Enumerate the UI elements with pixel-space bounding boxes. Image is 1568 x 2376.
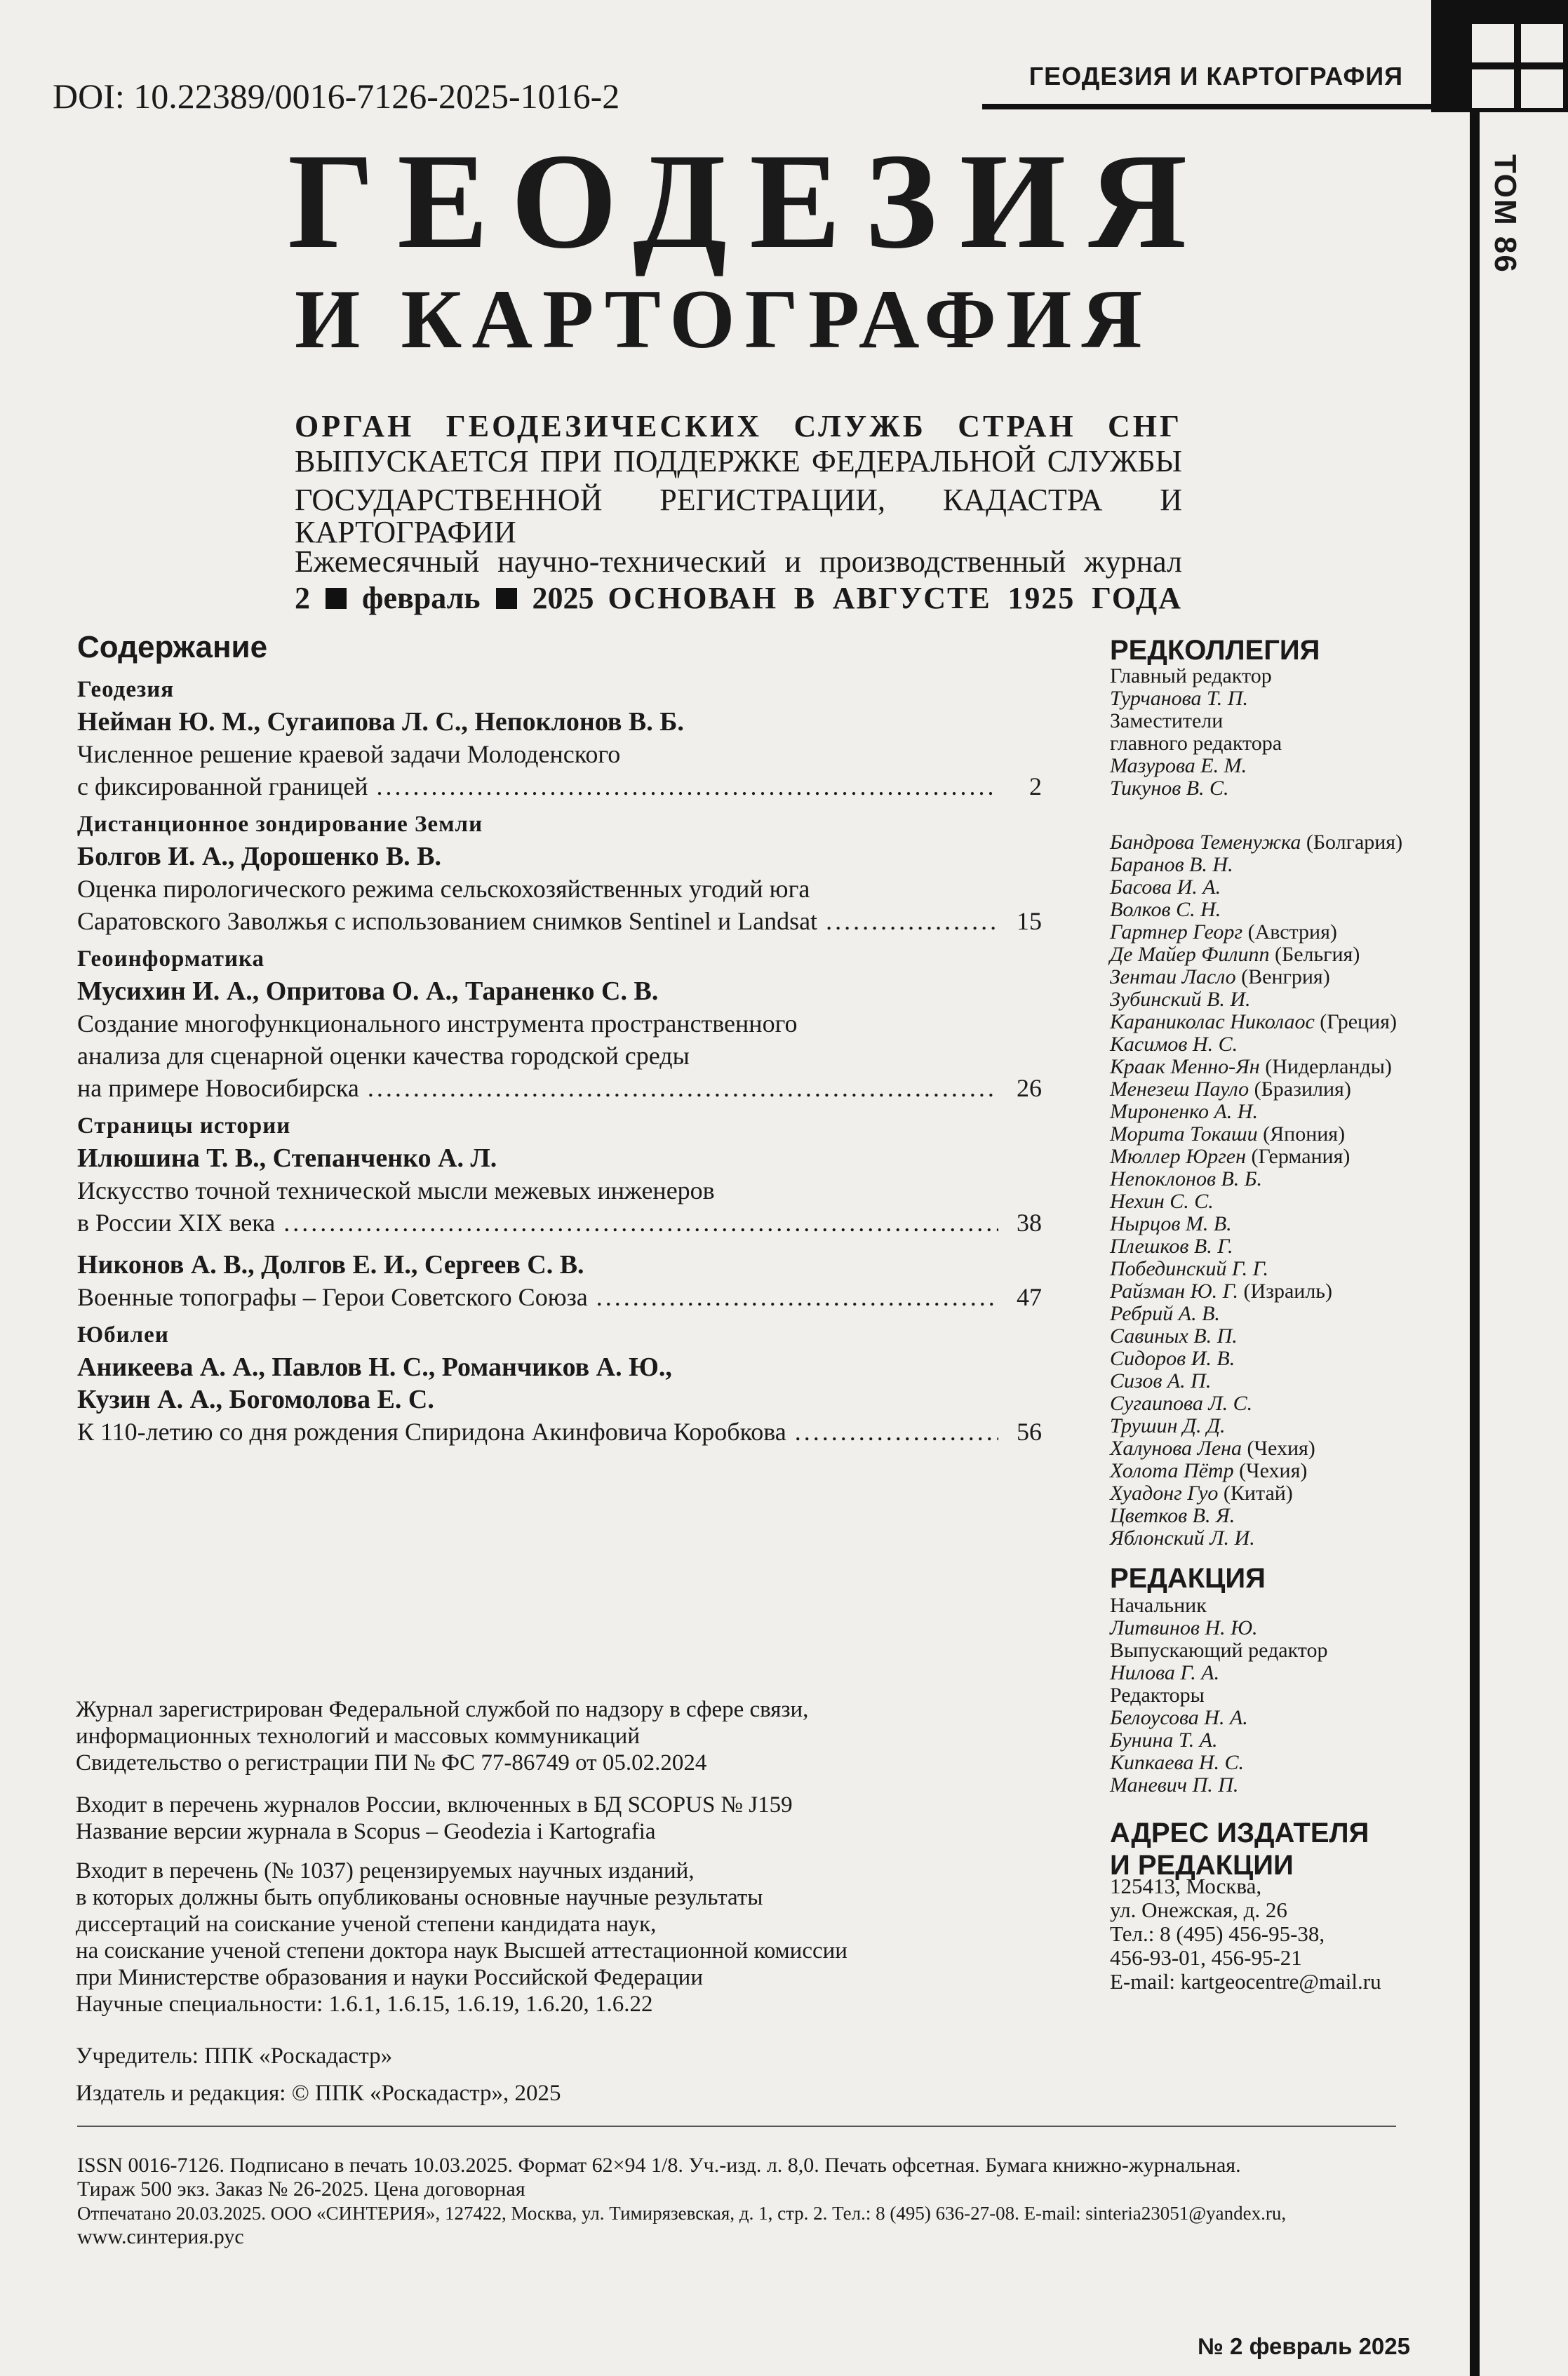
footer-rule	[77, 2126, 1396, 2127]
board-member	[1110, 988, 1402, 1011]
board-member	[1110, 944, 1402, 966]
board-member	[1110, 1123, 1402, 1146]
founder-note: Учредитель: ППК «Роскадастр»	[76, 2043, 393, 2069]
board-member	[1110, 1280, 1402, 1303]
note-line: Название версии журнала в Scopus – Geodezia i Kartografia	[76, 1819, 656, 1844]
member-name: Де Майер Филипп	[1110, 943, 1270, 966]
toc-title-last: с фиксированной границей	[77, 772, 368, 800]
dot-leader	[283, 1207, 998, 1239]
member-country: (Бразилия)	[1249, 1078, 1351, 1101]
dot-leader	[377, 770, 999, 803]
board-member	[1110, 966, 1402, 988]
toc-title-last: в России XIX века	[77, 1209, 276, 1237]
editorial-staff	[1110, 1595, 1328, 1797]
toc-authors: Илюшина Т. В., Степанченко А. Л.	[77, 1143, 497, 1173]
member-name: Сидоров И. В.	[1110, 1347, 1235, 1370]
address-line: 456-93-01, 456-95-21	[1110, 1945, 1302, 1970]
board-member	[1110, 876, 1402, 899]
vak-note	[76, 1858, 1058, 2018]
board-member	[1110, 1258, 1402, 1280]
board-member	[1110, 899, 1402, 921]
issuing-label: Выпускающий редактор	[1110, 1639, 1328, 1662]
member-name: Мироненко А. Н.	[1110, 1100, 1258, 1123]
head-label: Начальник	[1110, 1594, 1207, 1617]
toc-title-line: Оценка пирологического режима сельскохозяйственных угодий юга	[77, 875, 810, 903]
board-member	[1110, 854, 1402, 876]
editors-label: Редакторы	[1110, 1684, 1205, 1707]
member-name: Волков С. Н.	[1110, 898, 1221, 921]
member-country: (Чехия)	[1242, 1437, 1315, 1460]
toc-section: Геоинформатика	[77, 946, 264, 972]
deputies-label: Заместители	[1110, 709, 1224, 732]
member-name: Побединский Г. Г.	[1110, 1257, 1268, 1280]
board-member	[1110, 1033, 1402, 1056]
toc-authors: Болгов И. А., Дорошенко В. В.	[77, 842, 442, 871]
member-name: Хуадонг Гуо	[1110, 1482, 1219, 1505]
square-bullet	[496, 588, 517, 609]
member-country: (Израиль)	[1238, 1280, 1332, 1303]
member-name: Халунова Лена	[1110, 1437, 1242, 1460]
member-name: Ребрий А. В.	[1110, 1302, 1220, 1325]
toc-title-line: Искусство точной технической мысли межевых инженеров	[77, 1176, 715, 1204]
board-member	[1110, 1190, 1402, 1213]
board-member	[1110, 1303, 1402, 1325]
toc-entry[interactable]	[77, 905, 1042, 937]
deputy-editor: Тикунов В. С.	[1110, 777, 1229, 800]
issue-year: 2025	[532, 581, 594, 615]
board-member	[1110, 1415, 1402, 1437]
subtitle-service: ГОСУДАРСТВЕННОЙ РЕГИСТРАЦИИ, КАДАСТРА И КАРТОГРАФИИ	[295, 483, 1182, 550]
toc-section: Дистанционное зондирование Земли	[77, 812, 483, 837]
dot-leader	[826, 905, 998, 937]
member-name: Зентаи Ласло	[1110, 965, 1236, 988]
toc-entry[interactable]	[77, 1072, 1042, 1104]
toc-entry[interactable]	[77, 1416, 1042, 1448]
table-of-contents	[77, 673, 1042, 1448]
editor-name: Белоусова Н. А.	[1110, 1706, 1248, 1729]
issue-line	[295, 582, 1182, 615]
volume-label: ТОМ 86	[1488, 154, 1522, 274]
member-country: (Германия)	[1246, 1145, 1351, 1168]
note-line: при Министерстве образования и науки Российской Федерации	[76, 1965, 703, 1990]
board-member	[1110, 1482, 1402, 1505]
board-member	[1110, 1325, 1402, 1348]
board-member	[1110, 831, 1402, 854]
note-line: Входит в перечень журналов России, включенных в БД SCOPUS № J159	[76, 1792, 793, 1818]
toc-title-last: Военные топографы – Герои Советского Союза	[77, 1283, 588, 1311]
address-line: Тел.: 8 (495) 456-95-38,	[1110, 1921, 1325, 1946]
board-leaders	[1110, 665, 1282, 800]
member-name: Сизов А. П.	[1110, 1369, 1212, 1392]
member-name: Нырцов М. В.	[1110, 1212, 1232, 1235]
toc-authors: Кузин А. А., Богомолова Е. С.	[77, 1385, 434, 1414]
board-member	[1110, 1213, 1402, 1235]
subtitle-organ: ОРГАН ГЕОДЕЗИЧЕСКИХ СЛУЖБ СТРАН СНГ	[295, 409, 1182, 443]
board-member	[1110, 1370, 1402, 1392]
journal-title-line2: И КАРТОГРАФИЯ	[295, 272, 1153, 365]
square-bullet	[326, 588, 347, 609]
toc-section: Страницы истории	[77, 1113, 291, 1139]
address-line: ул. Онежская, д. 26	[1110, 1898, 1287, 1922]
toc-title-line: Численное решение краевой задачи Молоденского	[77, 740, 621, 768]
issuing-name: Нилова Г. А.	[1110, 1661, 1220, 1684]
contents-title: Содержание	[77, 630, 268, 664]
editor-name: Бунина Т. А.	[1110, 1729, 1218, 1752]
member-name: Трушин Д. Д.	[1110, 1414, 1226, 1437]
note-line: Входит в перечень (№ 1037) рецензируемых научных изданий,	[76, 1858, 695, 1884]
toc-section: Юбилеи	[77, 1322, 169, 1348]
member-name: Бандрова Теменужка	[1110, 831, 1301, 854]
note-line: диссертаций на соискание ученой степени кандидата наук,	[76, 1912, 657, 1937]
member-name: Караниколас Николаос	[1110, 1010, 1315, 1033]
founded: ОСНОВАН В АВГУСТЕ 1925 ГОДА	[608, 581, 1182, 615]
board-member	[1110, 1168, 1402, 1190]
imprint	[77, 2154, 1410, 2249]
deputy-editor: Мазурова Е. М.	[1110, 754, 1247, 777]
toc-page-number: 56	[1017, 1418, 1042, 1446]
issue-footer: № 2 февраль 2025	[1198, 2333, 1410, 2359]
toc-entry[interactable]	[77, 1281, 1042, 1313]
address-title-line2: И РЕДАКЦИИ	[1110, 1850, 1294, 1881]
member-country: (Болгария)	[1301, 831, 1403, 854]
board-title: РЕДКОЛЛЕГИЯ	[1110, 635, 1320, 666]
toc-entry[interactable]	[77, 770, 1042, 803]
toc-authors: Мусихин И. А., Опритова О. А., Тараненко С. В.	[77, 976, 659, 1006]
member-name: Краак Менно-Ян	[1110, 1055, 1260, 1078]
editorial-title: РЕДАКЦИЯ	[1110, 1563, 1266, 1594]
issue-month: февраль	[362, 581, 481, 615]
member-name: Яблонский Л. И.	[1110, 1526, 1255, 1550]
dot-leader	[795, 1416, 998, 1448]
imprint-line: Тираж 500 экз. Заказ № 26-2025. Цена договорная	[77, 2177, 525, 2201]
toc-authors: Нейман Ю. М., Сугаипова Л. С., Непоклонов В. Б.	[77, 707, 684, 737]
imprint-line: Отпечатано 20.03.2025. ООО «СИНТЕРИЯ», 127422, Москва, ул. Тимирязевская, д. 1, стр. 2. Тел.: 8 (495) 636-27-08. E-mail: sinteria23051@yandex.ru,	[77, 2203, 1287, 2224]
toc-page-number: 38	[1017, 1209, 1042, 1237]
imprint-line: www.синтерия.рус	[77, 2225, 244, 2248]
toc-page-number: 2	[1029, 772, 1042, 800]
toc-section: Геодезия	[77, 677, 175, 702]
address-title-line1: АДРЕС ИЗДАТЕЛЯ	[1110, 1818, 1369, 1848]
board-member	[1110, 1348, 1402, 1370]
editor-name: Маневич П. П.	[1110, 1773, 1239, 1797]
member-name: Цветков В. Я.	[1110, 1504, 1235, 1527]
board-member	[1110, 1437, 1402, 1460]
running-header: ГЕОДЕЗИЯ И КАРТОГРАФИЯ	[1028, 62, 1403, 90]
publisher-note: Издатель и редакция: © ППК «Роскадастр», 2025	[76, 2081, 561, 2106]
toc-page-number: 26	[1017, 1074, 1042, 1102]
address-block	[1110, 1874, 1381, 1994]
journal-logo	[1431, 0, 1568, 112]
board-members	[1110, 831, 1402, 1550]
board-member	[1110, 1056, 1402, 1078]
address-title	[1110, 1817, 1369, 1881]
toc-title-last: на примере Новосибирска	[77, 1074, 359, 1102]
toc-title-line: Создание многофункционального инструмента пространственного	[77, 1009, 798, 1038]
toc-entry[interactable]	[77, 1207, 1042, 1239]
note-line: на соискание ученой степени доктора наук Высшей аттестационной комиссии	[76, 1938, 847, 1964]
member-country: (Австрия)	[1242, 920, 1337, 944]
note-line: Научные специальности: 1.6.1, 1.6.15, 1.6.19, 1.6.20, 1.6.22	[76, 1992, 653, 2017]
toc-authors: Аникеева А. А., Павлов Н. С., Романчиков А. Ю.,	[77, 1353, 672, 1382]
doi: DOI: 10.22389/0016-7126-2025-1016-2	[53, 76, 620, 116]
scopus-note	[76, 1792, 1058, 1845]
member-name: Непоклонов В. Б.	[1110, 1167, 1262, 1190]
address-email: E-mail: kartgeocentre@mail.ru	[1110, 1969, 1381, 1994]
member-country: (Китай)	[1218, 1482, 1293, 1505]
note-line: в которых должны быть опубликованы основные научные результаты	[76, 1885, 763, 1910]
member-name: Мюллер Юрген	[1110, 1145, 1246, 1168]
note-line: информационных технологий и массовых коммуникаций	[76, 1724, 640, 1749]
member-name: Гартнер Георг	[1110, 920, 1243, 944]
toc-page-number: 15	[1017, 907, 1042, 935]
board-member	[1110, 1392, 1402, 1415]
board-member	[1110, 1460, 1402, 1482]
board-member	[1110, 1527, 1402, 1550]
board-member	[1110, 1011, 1402, 1033]
head-name: Литвинов Н. Ю.	[1110, 1616, 1258, 1639]
member-name: Плешков В. Г.	[1110, 1235, 1233, 1258]
member-name: Холота Пётр	[1110, 1459, 1234, 1482]
header-rule	[982, 104, 1473, 109]
member-name: Сугаипова Л. С.	[1110, 1392, 1253, 1415]
member-name: Менезеш Пауло	[1110, 1078, 1249, 1101]
journal-title: ГЕОДЕЗИЯ	[288, 126, 1210, 277]
editor-name: Кипкаева Н. С.	[1110, 1751, 1245, 1774]
board-member	[1110, 921, 1402, 944]
member-name: Савиных В. П.	[1110, 1324, 1238, 1348]
board-member	[1110, 1235, 1402, 1258]
volume-strip	[1431, 112, 1568, 2376]
member-country: (Венгрия)	[1235, 965, 1330, 988]
dot-leader	[368, 1072, 998, 1104]
board-member	[1110, 1078, 1402, 1101]
member-name: Баранов В. Н.	[1110, 853, 1233, 876]
deputies-label2: главного редактора	[1110, 732, 1282, 755]
toc-title-last: К 110-летию со дня рождения Спиридона Акинфовича Коробкова	[77, 1418, 786, 1446]
member-name: Нехин С. С.	[1110, 1190, 1214, 1213]
member-name: Морита Токаши	[1110, 1122, 1258, 1146]
chief-label: Главный редактор	[1110, 664, 1272, 687]
chief-editor: Турчанова Т. П.	[1110, 687, 1248, 710]
registration-note	[76, 1696, 1058, 1776]
member-country: (Нидерланды)	[1259, 1055, 1392, 1078]
issue-number: 2	[295, 581, 310, 615]
member-country: (Чехия)	[1233, 1459, 1308, 1482]
board-member	[1110, 1146, 1402, 1168]
address-line: 125413, Москва,	[1110, 1874, 1262, 1898]
note-line: Журнал зарегистрирован Федеральной службой по надзору в сфере связи,	[76, 1697, 809, 1722]
member-name: Зубинский В. И.	[1110, 988, 1251, 1011]
note-line: Свидетельство о регистрации ПИ № ФС 77-86749 от 05.02.2024	[76, 1750, 707, 1776]
subtitle-support: ВЫПУСКАЕТСЯ ПРИ ПОДДЕРЖКЕ ФЕДЕРАЛЬНОЙ СЛУЖБЫ	[295, 444, 1182, 478]
toc-title-last: Саратовского Заволжья с использованием снимков Sentinel и Landsat	[77, 907, 818, 935]
imprint-line: ISSN 0016-7126. Подписано в печать 10.03.2025. Формат 62×94 1/8. Уч.-изд. л. 8,0. Печать офсетная. Бумага книжно-журнальная.	[77, 2154, 1241, 2177]
member-country: (Япония)	[1257, 1122, 1346, 1146]
member-country: (Бельгия)	[1269, 943, 1360, 966]
board-member	[1110, 1505, 1402, 1527]
member-name: Басова И. А.	[1110, 875, 1221, 899]
board-member	[1110, 1101, 1402, 1123]
toc-title-line: анализа для сценарной оценки качества городской среды	[77, 1042, 690, 1070]
member-name: Райзман Ю. Г.	[1110, 1280, 1238, 1303]
toc-authors: Никонов А. В., Долгов Е. И., Сергеев С. В.	[77, 1250, 584, 1280]
member-name: Касимов Н. С.	[1110, 1033, 1238, 1056]
toc-page-number: 47	[1017, 1283, 1042, 1311]
subtitle-monthly: Ежемесячный научно-технический и производственный журнал	[295, 544, 1182, 579]
member-country: (Греция)	[1314, 1010, 1397, 1033]
dot-leader	[596, 1281, 998, 1313]
